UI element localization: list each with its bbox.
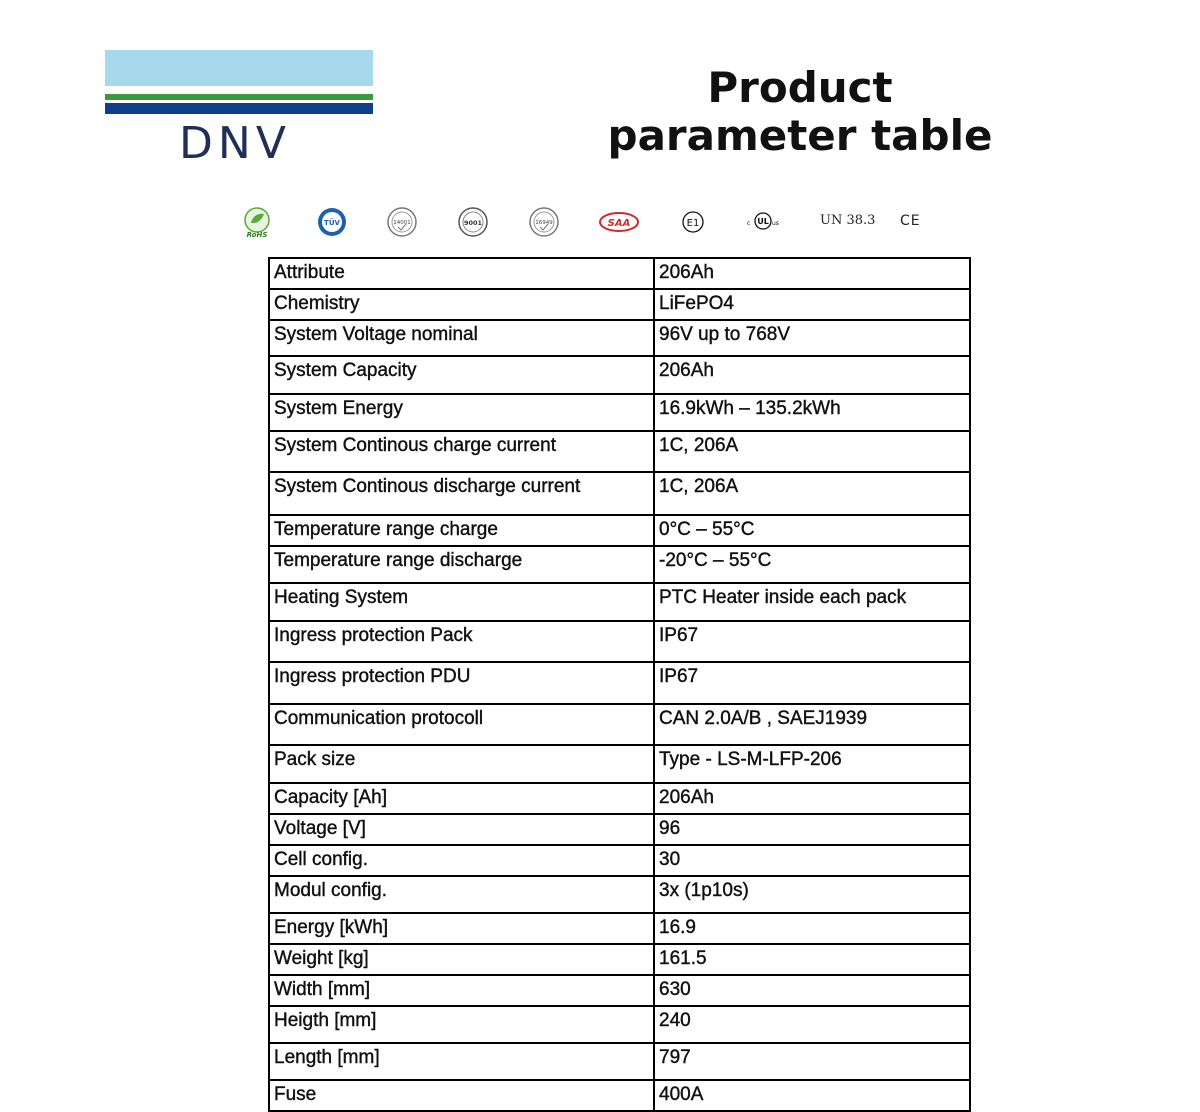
parameter-name-cell: Capacity [Ah]: [269, 783, 654, 814]
parameter-value-cell: IP67: [654, 621, 970, 662]
iso-9001-icon: [456, 205, 490, 239]
parameter-name-cell: Chemistry: [269, 289, 654, 320]
rohs-icon: [240, 205, 274, 239]
table-row: [269, 394, 970, 431]
tuv-label: TÜV: [324, 219, 340, 227]
parameter-value-cell: 400A: [654, 1080, 970, 1111]
parameter-value-cell: 30: [654, 845, 970, 876]
parameter-name-cell: System Voltage nominal: [269, 320, 654, 356]
parameter-name-cell: Modul config.: [269, 876, 654, 913]
logo-wordmark: DNV: [179, 118, 291, 169]
table-row: [269, 583, 970, 621]
table-row: [269, 975, 970, 1006]
parameter-name-cell: Energy [kWh]: [269, 913, 654, 944]
saa-icon: [598, 205, 640, 239]
parameter-value-cell: 3x (1p10s): [654, 876, 970, 913]
table-row: [269, 356, 970, 394]
iso-9001-label: 9001: [463, 219, 483, 227]
table-row: [269, 704, 970, 745]
rohs-label: RoHS: [246, 231, 268, 239]
ul-c-mark: c: [747, 220, 751, 227]
parameter-value-cell: IP67: [654, 662, 970, 704]
table-row: [269, 472, 970, 515]
parameter-name-cell: Fuse: [269, 1080, 654, 1111]
parameter-name-cell: Pack size: [269, 745, 654, 783]
table-row: [269, 1006, 970, 1043]
table-row: [269, 662, 970, 704]
parameter-value-cell: 16.9kWh – 135.2kWh: [654, 394, 970, 431]
dnv-logo: [105, 50, 375, 170]
parameter-value-cell: 797: [654, 1043, 970, 1080]
parameter-name-cell: Attribute: [269, 258, 654, 289]
parameter-value-cell: Type - LS-M-LFP-206: [654, 745, 970, 783]
ul-us-mark: us: [772, 220, 779, 227]
parameter-name-cell: Temperature range charge: [269, 515, 654, 546]
parameter-value-cell: 161.5: [654, 944, 970, 975]
parameter-value-cell: 206Ah: [654, 356, 970, 394]
iatf-16949-label: 16949: [535, 220, 553, 226]
table-row: [269, 814, 970, 845]
iso-14001-icon: [385, 205, 419, 239]
parameter-value-cell: 630: [654, 975, 970, 1006]
iso-14001-label: 14001: [393, 220, 411, 226]
logo-green-stripe: [105, 94, 373, 100]
parameter-value-cell: 96V up to 768V: [654, 320, 970, 356]
parameter-value-cell: -20°C – 55°C: [654, 546, 970, 583]
parameter-name-cell: System Capacity: [269, 356, 654, 394]
parameter-value-cell: PTC Heater inside each pack: [654, 583, 970, 621]
parameter-value-cell: 206Ah: [654, 783, 970, 814]
parameter-name-cell: Heating System: [269, 583, 654, 621]
table-row: [269, 320, 970, 356]
parameter-name-cell: System Continous discharge current: [269, 472, 654, 515]
parameter-value-cell: 0°C – 55°C: [654, 515, 970, 546]
parameter-value-cell: 1C, 206A: [654, 472, 970, 515]
table-row: [269, 913, 970, 944]
table-row: [269, 515, 970, 546]
parameter-name-cell: Width [mm]: [269, 975, 654, 1006]
ce-icon: CE: [900, 213, 921, 229]
table-row: [269, 1043, 970, 1080]
product-parameter-table: [268, 257, 971, 1112]
parameter-name-cell: Ingress protection Pack: [269, 621, 654, 662]
table-row: [269, 876, 970, 913]
page-title-line-2: parameter table: [607, 111, 993, 160]
table-row: [269, 621, 970, 662]
parameter-value-cell: 206Ah: [654, 258, 970, 289]
table-row: [269, 944, 970, 975]
table-body: [269, 258, 970, 1111]
table-row: [269, 431, 970, 472]
iatf-16949-icon: [527, 205, 561, 239]
logo-blue-stripe: [105, 103, 373, 114]
table-row: [269, 1080, 970, 1111]
parameter-name-cell: Cell config.: [269, 845, 654, 876]
table-row: [269, 783, 970, 814]
parameter-name-cell: Voltage [V]: [269, 814, 654, 845]
parameter-value-cell: 96: [654, 814, 970, 845]
parameter-name-cell: Weight [kg]: [269, 944, 654, 975]
table-row: [269, 745, 970, 783]
tuv-icon: [315, 205, 349, 239]
un383-label: UN 38.3: [820, 213, 876, 228]
e1-label: E1: [686, 218, 700, 229]
table-row: [269, 258, 970, 289]
parameter-name-cell: System Continous charge current: [269, 431, 654, 472]
table-row: [269, 289, 970, 320]
ul-label: UL: [757, 217, 769, 226]
ul-icon: [744, 205, 784, 239]
parameter-name-cell: Temperature range discharge: [269, 546, 654, 583]
parameter-value-cell: LiFePO4: [654, 289, 970, 320]
logo-sky-band: [105, 50, 373, 86]
certification-icons: [0, 205, 1200, 241]
parameter-value-cell: 16.9: [654, 913, 970, 944]
table-row: [269, 845, 970, 876]
parameter-name-cell: Length [mm]: [269, 1043, 654, 1080]
e1-icon: [676, 205, 710, 239]
parameter-name-cell: System Energy: [269, 394, 654, 431]
saa-label: SAA: [607, 218, 631, 229]
parameter-value-cell: CAN 2.0A/B , SAEJ1939: [654, 704, 970, 745]
parameter-value-cell: 240: [654, 1006, 970, 1043]
parameter-value-cell: 1C, 206A: [654, 431, 970, 472]
page-title: [560, 64, 1040, 160]
parameter-name-cell: Communication protocoll: [269, 704, 654, 745]
page-title-line-1: Product: [707, 63, 893, 112]
table-row: [269, 546, 970, 583]
parameter-name-cell: Heigth [mm]: [269, 1006, 654, 1043]
parameter-name-cell: Ingress protection PDU: [269, 662, 654, 704]
